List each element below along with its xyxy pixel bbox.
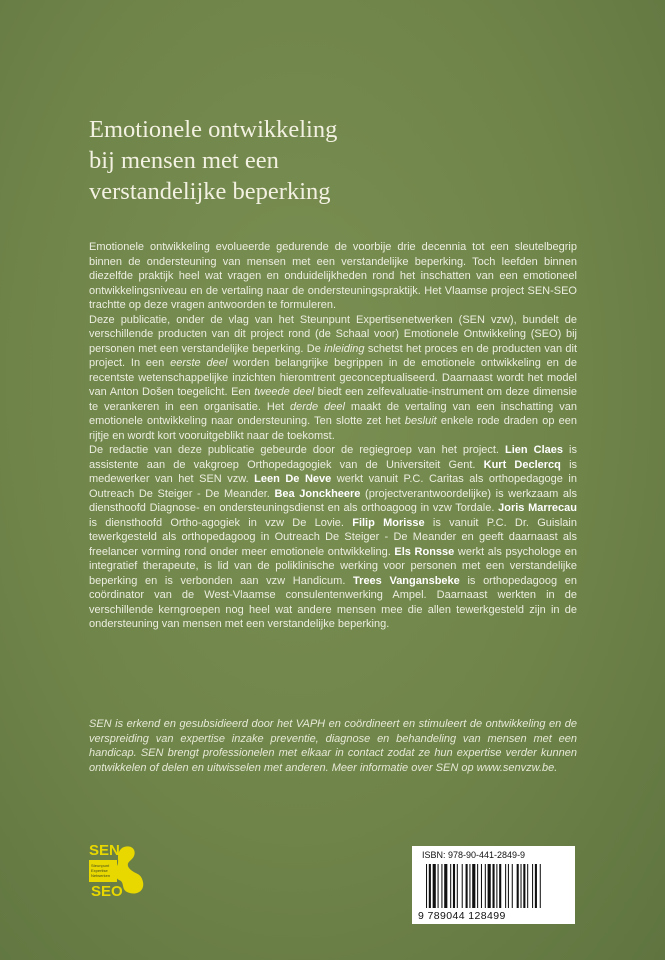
title-line-2: bij mensen met een	[89, 147, 279, 174]
text-run: biedt een zelfevaluatie-instrument om deze dimensie te verankeren in een organisatie. Het	[89, 386, 578, 413]
text-run: De redactie van deze publicatie gebeurde door de regiegroep van het project.	[89, 444, 506, 456]
emphasis: derde deel	[290, 400, 345, 413]
text-run: (projectverantwoordelijke) is werkzaam als diensthoofd Diagnose- en ondersteuningsdienst en als orthoagoog in vzw Tordale.	[89, 487, 577, 514]
sen-description: SEN is erkend en gesubsidieerd door het VAPH en coördineert en stimuleert de ontwikkeling en de verspreiding van expertise inzake preventie, diagnose en behandeling van mensen met een handicap. SEN brengt professionelen met elkaar in contact zodat ze hun expertise verder kunnen ontwikkelen of delen en uitwisselen met anderen. Meer informatie over SEN op www.senvzw.be.	[89, 718, 577, 774]
logo-subtitle: Steunpunt Expertise Netwerken	[91, 863, 111, 878]
logo-text-top: SEN	[89, 842, 120, 859]
editor-name: Trees Vangansbeke	[353, 574, 460, 587]
back-cover-text	[89, 240, 577, 632]
editor-name: Kurt Declercq	[483, 458, 561, 471]
title-line-3: verstandelijke beperking	[89, 178, 331, 205]
publication-paragraph	[89, 313, 577, 444]
text-run: maakt de vertaling van een inschatting van emotionele ontwikkeling naar ondersteuning. Ten slotte zet het	[89, 400, 577, 427]
logo-text-bottom: SEO	[91, 883, 123, 900]
emphasis: tweede deel	[254, 386, 315, 398]
editor-name: Joris Marrecau	[498, 502, 578, 514]
text-run: is assistente aan de vakgroep Orthopedagogiek van de Universiteit Gent.	[89, 444, 578, 471]
text-run: schetst het proces en de producten van dit project. In een	[89, 342, 577, 369]
text-run: werkt vanuit P.C. Caritas als orthopedagoge in Outreach De Steiger - De Meander.	[89, 473, 577, 500]
text-run: werkt als psychologe en integratief therapeute, is lid van de poliklinische werking voor personen met een verstandelijke beperking en is verbonden aan vzw Handicum.	[89, 545, 577, 587]
text-run: is medewerker van het SEN vzw.	[89, 458, 578, 485]
editor-name: Filip Morisse	[352, 516, 425, 529]
text-run: enkele rode draden op een rijtje en wordt kort vooruitgeblikt naar de toekomst.	[89, 415, 577, 442]
editor-name: Els Ronsse	[394, 545, 455, 558]
emphasis: eerste deel	[170, 357, 228, 369]
editors-paragraph	[89, 443, 577, 632]
text-run: worden belangrijke begrippen in de emotionele ontwikkeling en de recentste wetenschappelijke inzichten hieromtrent geconceptualiseerd. Daarnaast wordt het model van Anton Došen toegelicht. Een	[89, 357, 577, 398]
emphasis: besluit	[404, 415, 437, 427]
editor-name: Bea Jonckheere	[274, 487, 361, 500]
text-run: is diensthoofd Ortho-agogiek in vzw De Lovie.	[89, 516, 353, 529]
sen-seo-logo	[89, 842, 159, 900]
isbn-barcode	[412, 846, 575, 924]
text-run: Deze publicatie, onder de vlag van het Steunpunt Expertisenetwerken (SEN vzw), bundelt de verschillende producten van dit project rond (de Schaal voor) Emotionele Ontwikkeling (SEO) bij personen met een verstandelijke beperking. De	[89, 313, 577, 355]
text-run: is orthopedagoog en coördinator van de West-Vlaamse consulentenwerking Ampel. Daarnaast werkten in de verschillende kerngroepen nog heel wat andere mensen mee die allen tewerkgesteld zijn in de ondersteuning van mensen met een verstandelijke beperking.	[89, 574, 577, 630]
book-title	[89, 114, 337, 207]
text-run: is vanuit P.C. Dr. Guislain tewerkgesteld als orthopedagoog in Outreach De Steiger - De Meander en geeft daarnaast als freelancer vorming rond onder meer emotionele ontwikkeling.	[89, 516, 577, 558]
isbn-label: ISBN: 978-90-441-2849-9	[422, 850, 526, 860]
emphasis: inleiding	[324, 342, 365, 355]
barcode-digits: 9 789044 128499	[418, 910, 506, 922]
intro-paragraph: Emotionele ontwikkeling evolueerde gedurende de voorbije drie decennia tot een sleutelbegrip binnen de ondersteuning van mensen met een verstandelijke beperking. Toch leefden binnen diezelfde praktijk heel wat vragen en onduidelijkheden rond het inschatten van een emotioneel ontwikkelingsniveau en de vertaling naar de ondersteuningspraktijk. Het Vlaamse project SEN-SEO trachtte op deze vragen antwoorden te formuleren.	[89, 241, 577, 311]
title-line-1: Emotionele ontwikkeling	[89, 116, 338, 143]
editor-name: Lien Claes	[505, 444, 564, 456]
editor-name: Leen De Neve	[254, 473, 332, 485]
